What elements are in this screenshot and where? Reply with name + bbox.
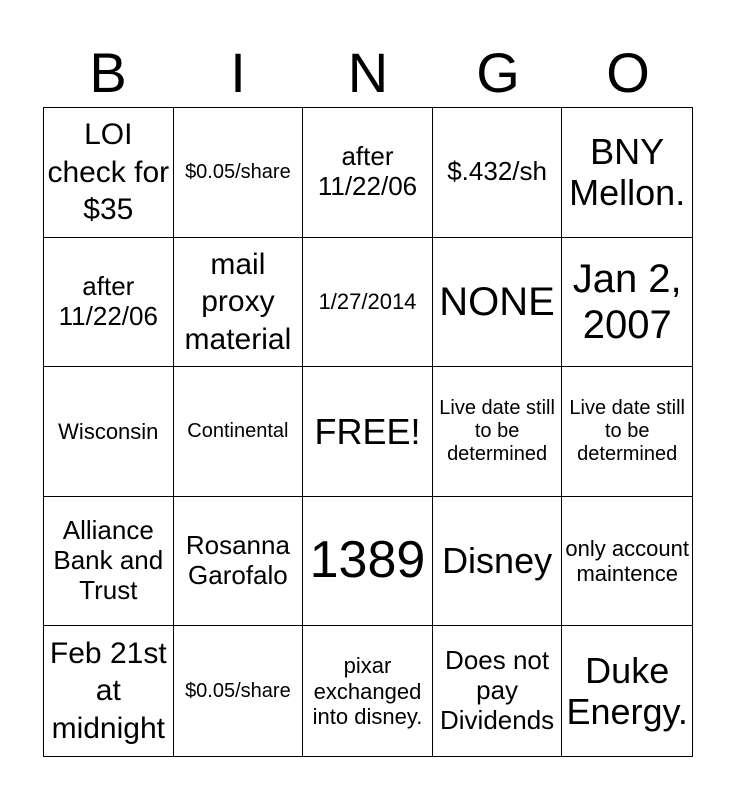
bingo-cell-free-space[interactable] [303,367,433,497]
cell-text: after 11/22/06 [58,271,158,331]
bingo-cell-r1c4[interactable] [433,108,563,238]
header-letter-n: N [347,41,389,104]
cell-text: Alliance Bank and Trust [53,515,164,606]
bingo-cell-r2c4[interactable] [433,238,563,368]
cell-text: FREE! [314,410,421,452]
cell-text: $0.05/share [185,679,291,702]
header-letter-i: I [230,41,246,104]
bingo-cell-r4c2[interactable] [174,497,304,627]
bingo-cell-r3c1[interactable] [44,367,174,497]
bingo-header [43,38,693,108]
bingo-cell-r4c3[interactable] [303,497,433,627]
cell-text: Duke Energy. [566,649,688,733]
bingo-cell-r1c3[interactable] [303,108,433,238]
cell-text: Jan 2, 2007 [572,256,682,347]
cell-text: pixar exchanged into disney. [312,653,423,729]
bingo-cell-r3c4[interactable] [433,367,563,497]
cell-text: LOI check for $35 [47,118,170,227]
bingo-cell-r3c2[interactable] [174,367,304,497]
bingo-cell-r1c2[interactable] [174,108,304,238]
bingo-cell-r1c1[interactable] [44,108,174,238]
bingo-cell-r1c5[interactable] [562,108,692,238]
bingo-cell-r2c5[interactable] [562,238,692,368]
bingo-cell-r5c3[interactable] [303,626,433,756]
cell-text: Feb 21st at midnight [49,636,167,745]
cell-text: mail proxy material [184,247,292,356]
bingo-cell-r5c2[interactable] [174,626,304,756]
cell-text: Disney [442,540,553,582]
bingo-cell-r5c1[interactable] [44,626,174,756]
bingo-cell-r2c1[interactable] [44,238,174,368]
cell-text: Does not pay Dividends [440,645,555,736]
cell-text: 1/27/2014 [318,289,417,315]
header-letter-g: G [476,41,520,104]
bingo-cell-r4c1[interactable] [44,497,174,627]
cell-text: 1389 [309,531,426,590]
header-letter-o: O [606,41,650,104]
bingo-cell-r4c4[interactable] [433,497,563,627]
bingo-cell-r3c5[interactable] [562,367,692,497]
header-letter-b: B [89,41,127,104]
bingo-cell-r2c2[interactable] [174,238,304,368]
cell-text: after 11/22/06 [317,141,418,202]
bingo-cell-r5c5[interactable] [562,626,692,756]
cell-text: Continental [187,419,289,442]
bingo-cell-r5c4[interactable] [433,626,563,756]
bingo-board [43,107,693,757]
cell-text: Wisconsin [58,418,159,444]
bingo-cell-r2c3[interactable] [303,238,433,368]
cell-text: NONE [439,279,555,324]
cell-text: Rosanna Garofalo [185,530,290,591]
cell-text: BNY Mellon. [569,130,686,214]
cell-text: Live date still to be determined [439,396,555,465]
cell-text: only account maintence [565,535,689,587]
cell-text: Live date still to be determined [569,396,685,465]
bingo-cell-r4c5[interactable] [562,497,692,627]
cell-text: $.432/sh [447,156,547,187]
cell-text: $0.05/share [185,160,291,183]
